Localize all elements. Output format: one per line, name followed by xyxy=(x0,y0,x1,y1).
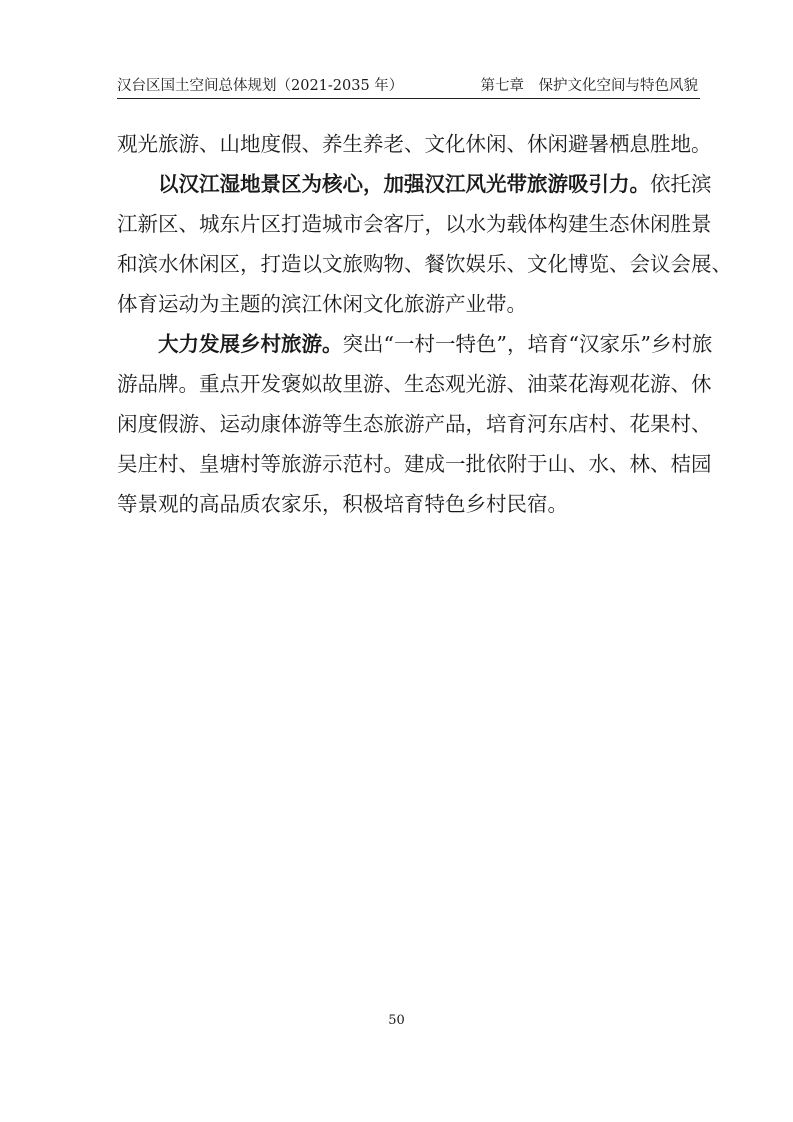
paragraph-3-line: 等景观的高品质农家乐，积极培育特色乡村民宿。 xyxy=(117,492,568,516)
paragraph-2-line-1-rest: 依托滨 xyxy=(650,172,712,196)
body-text xyxy=(117,124,732,524)
paragraph-2-line: 体育运动为主题的滨江休闲文化旅游产业带。 xyxy=(117,292,527,316)
paragraph-3-line-1-rest: 突出“一村一特色”，培育“汉家乐”乡村旅 xyxy=(342,332,713,356)
paragraph-2-line: 和滨水休闲区，打造以文旅购物、餐饮娱乐、文化博览、会议会展、 xyxy=(117,252,732,276)
paragraph-2-lead: 以汉江湿地景区为核心，加强汉江风光带旅游吸引力。 xyxy=(158,172,650,196)
paragraph-3-line xyxy=(117,324,713,364)
running-header xyxy=(117,76,700,99)
chapter-title-header: 第七章 保护文化空间与特色风貌 xyxy=(480,78,698,94)
paragraph-3-line: 游品牌。重点开发褒姒故里游、生态观光游、油菜花海观花游、休 xyxy=(117,372,712,396)
paragraph-1-line: 观光旅游、山地度假、养生养老、文化休闲、休闲避暑栖息胜地。 xyxy=(117,132,712,156)
paragraph-3-line: 吴庄村、皇塘村等旅游示范村。建成一批依附于山、水、林、桔园 xyxy=(117,452,712,476)
paragraph-2-line: 江新区、城东片区打造城市会客厅，以水为载体构建生态休闲胜景 xyxy=(117,212,712,236)
page-number: 50 xyxy=(388,1013,405,1028)
document-title-header: 汉台区国土空间总体规划（2021-2035 年） xyxy=(117,78,404,94)
paragraph-2-line xyxy=(117,164,712,204)
paragraph-3-lead: 大力发展乡村旅游。 xyxy=(158,332,343,356)
paragraph-3-line: 闲度假游、运动康体游等生态旅游产品，培育河东店村、花果村、 xyxy=(117,412,712,436)
